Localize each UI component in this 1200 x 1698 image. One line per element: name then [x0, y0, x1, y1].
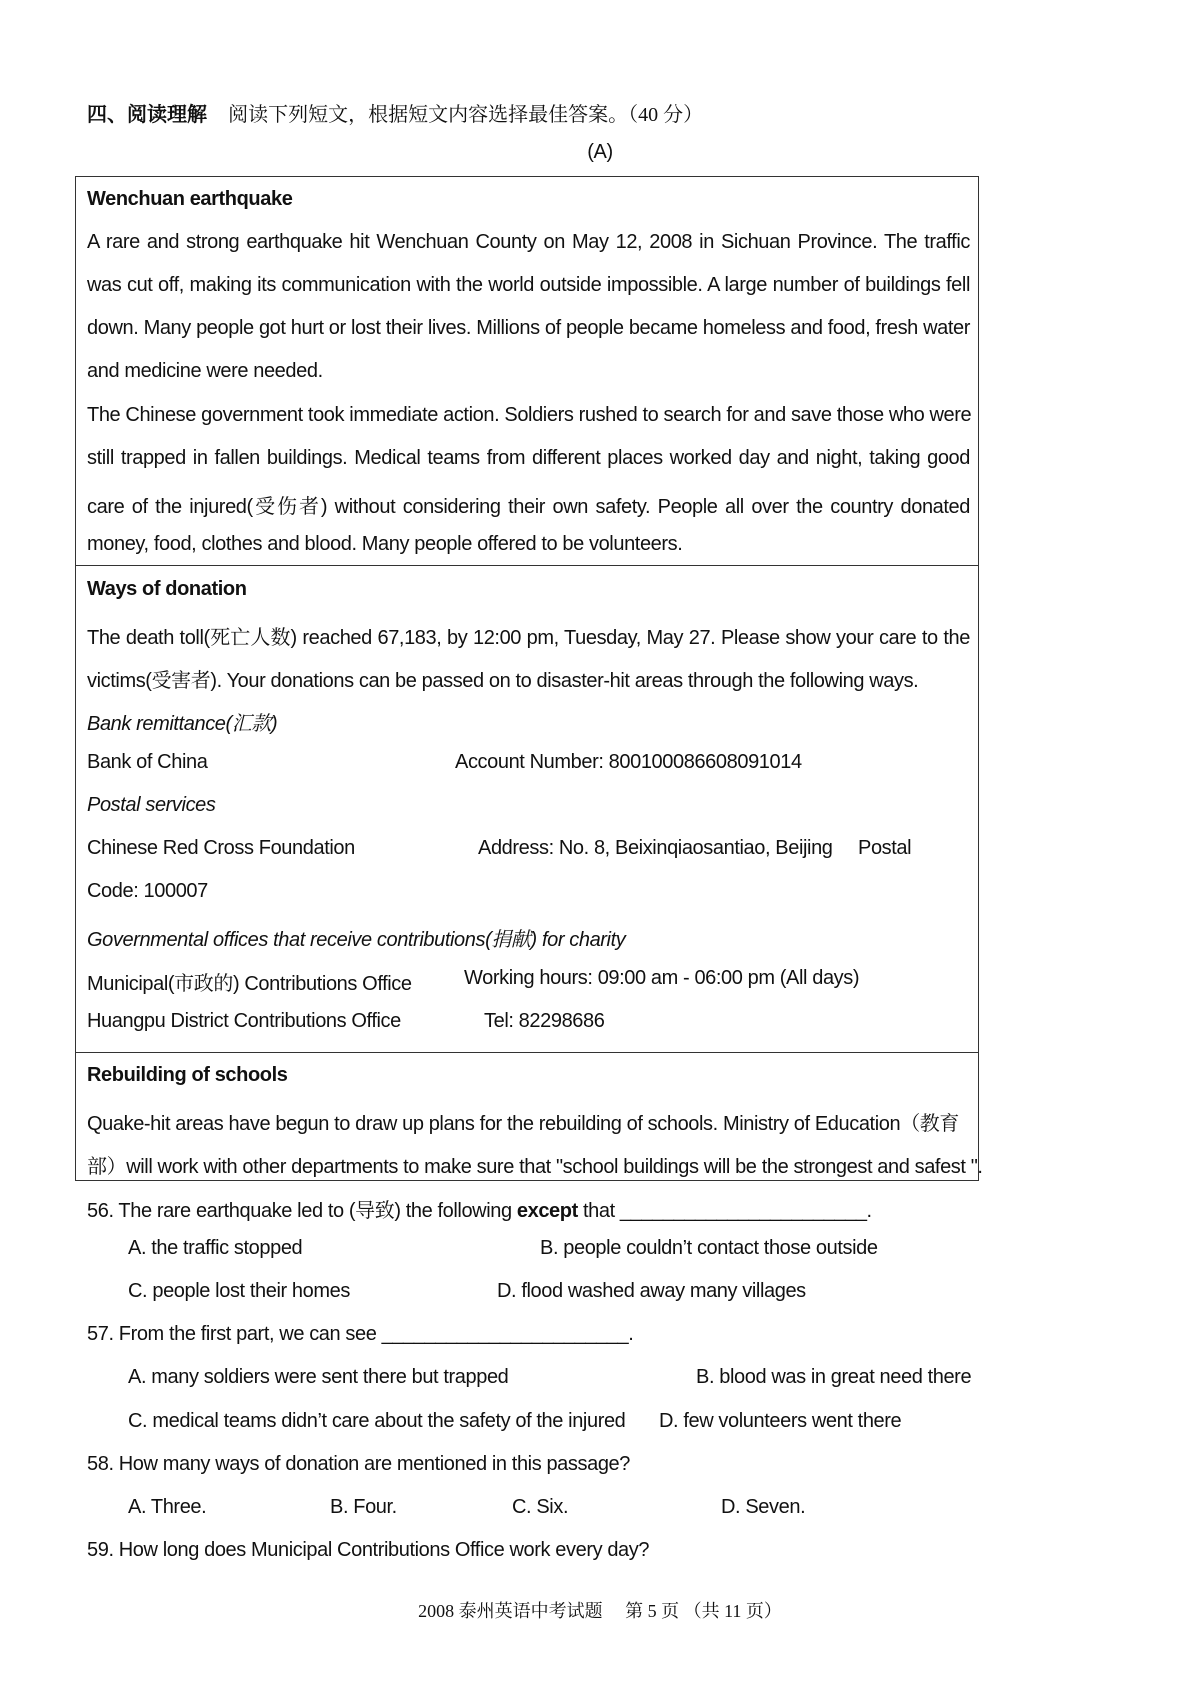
postal-services-label: Postal services: [87, 794, 216, 816]
question-56-stem-post: that _______________________.: [577, 1200, 872, 1222]
part1-p1-line-3: down. Many people got hurt or lost their lives. Millions of people became homeless and food, fresh water: [87, 317, 970, 339]
section-header: [87, 98, 703, 127]
part2-intro-line-2: victims(受害者). Your donations can be passed on to disaster-hit areas through the following ways.: [87, 670, 919, 692]
question-58-stem: 58. How many ways of donation are mentioned in this passage?: [87, 1453, 631, 1475]
part3-line-1: Quake-hit areas have begun to draw up plans for the rebuilding of schools. Ministry of Education（教育: [87, 1113, 960, 1135]
question-57-option-d[interactable]: D. few volunteers went there: [659, 1410, 902, 1432]
bank-remittance-label: Bank remittance(汇款): [87, 713, 278, 735]
section-title: 四、阅读理解: [87, 104, 207, 126]
postal-code: Code: 100007: [87, 880, 208, 902]
office-tel: Tel: 82298686: [484, 1010, 605, 1032]
part2-heading: Ways of donation: [87, 578, 247, 600]
question-56-stem: [87, 1194, 872, 1223]
question-57-option-b[interactable]: B. blood was in great need there: [696, 1366, 972, 1388]
part1-p2-line-3: care of the injured(受伤者) without considering their own safety. People all over the country donated: [87, 496, 970, 518]
part1-p1-line-4: and medicine were needed.: [87, 360, 323, 382]
part1-heading: Wenchuan earthquake: [87, 188, 293, 210]
question-56-option-c[interactable]: C. people lost their homes: [128, 1280, 350, 1302]
bank-name: Bank of China: [87, 751, 208, 773]
part3-heading: Rebuilding of schools: [87, 1064, 288, 1086]
offices-label: Governmental offices that receive contributions(捐献) for charity: [87, 929, 626, 951]
question-56-stem-pre: 56. The rare earthquake led to (导致) the following: [87, 1200, 517, 1222]
divider-1: [75, 565, 979, 566]
postal-name: Chinese Red Cross Foundation: [87, 837, 355, 859]
question-57-option-a[interactable]: A. many soldiers were sent there but trapped: [128, 1366, 509, 1388]
part1-p2-line-2: still trapped in fallen buildings. Medical teams from different places worked day and night, taking good: [87, 447, 970, 469]
page-footer: 2008 泰州英语中考试题 第 5 页 （共 11 页）: [418, 1601, 782, 1621]
postal-word: Postal: [858, 837, 912, 859]
part1-p2-line-1: The Chinese government took immediate action. Soldiers rushed to search for and save those who were: [87, 404, 972, 426]
part3-line-2: 部）will work with other departments to make sure that "school buildings will be the strongest and safest ".: [87, 1156, 983, 1178]
question-56-option-b[interactable]: B. people couldn’t contact those outside: [540, 1237, 878, 1259]
office-municipal: Municipal(市政的) Contributions Office: [87, 973, 412, 995]
section-instruction: 阅读下列短文，根据短文内容选择最佳答案。（40 分）: [228, 104, 704, 126]
bank-account: Account Number: 800100086608091014: [455, 751, 802, 773]
question-59-stem: 59. How long does Municipal Contributions Office work every day?: [87, 1539, 650, 1561]
office-huangpu: Huangpu District Contributions Office: [87, 1010, 401, 1032]
question-56-option-a[interactable]: A. the traffic stopped: [128, 1237, 303, 1259]
part1-p1-line-1: A rare and strong earthquake hit Wenchuan County on May 12, 2008 in Sichuan Province. The traffic: [87, 231, 970, 253]
office-hours: Working hours: 09:00 am - 06:00 pm (All days): [464, 967, 860, 989]
divider-2: [75, 1052, 979, 1053]
question-57-option-c[interactable]: C. medical teams didn’t care about the safety of the injured: [128, 1410, 626, 1432]
question-56-option-d[interactable]: D. flood washed away many villages: [497, 1280, 806, 1302]
question-57-stem: 57. From the first part, we can see _______________________.: [87, 1323, 634, 1345]
question-56-stem-bold: except: [516, 1200, 578, 1222]
part1-p2-line-4: money, food, clothes and blood. Many people offered to be volunteers.: [87, 533, 683, 555]
part1-p1-line-2: was cut off, making its communication with the world outside impossible. A large number of buildings fell: [87, 274, 970, 296]
question-58-option-a[interactable]: A. Three.: [128, 1496, 207, 1518]
postal-address: Address: No. 8, Beixinqiaosantiao, Beijing: [478, 837, 833, 859]
question-58-option-c[interactable]: C. Six.: [512, 1496, 569, 1518]
part2-intro-line-1: The death toll(死亡人数) reached 67,183, by 12:00 pm, Tuesday, May 27. Please show your care to the: [87, 627, 970, 649]
question-58-option-d[interactable]: D. Seven.: [721, 1496, 806, 1518]
passage-label: (A): [587, 141, 613, 163]
question-58-option-b[interactable]: B. Four.: [330, 1496, 397, 1518]
